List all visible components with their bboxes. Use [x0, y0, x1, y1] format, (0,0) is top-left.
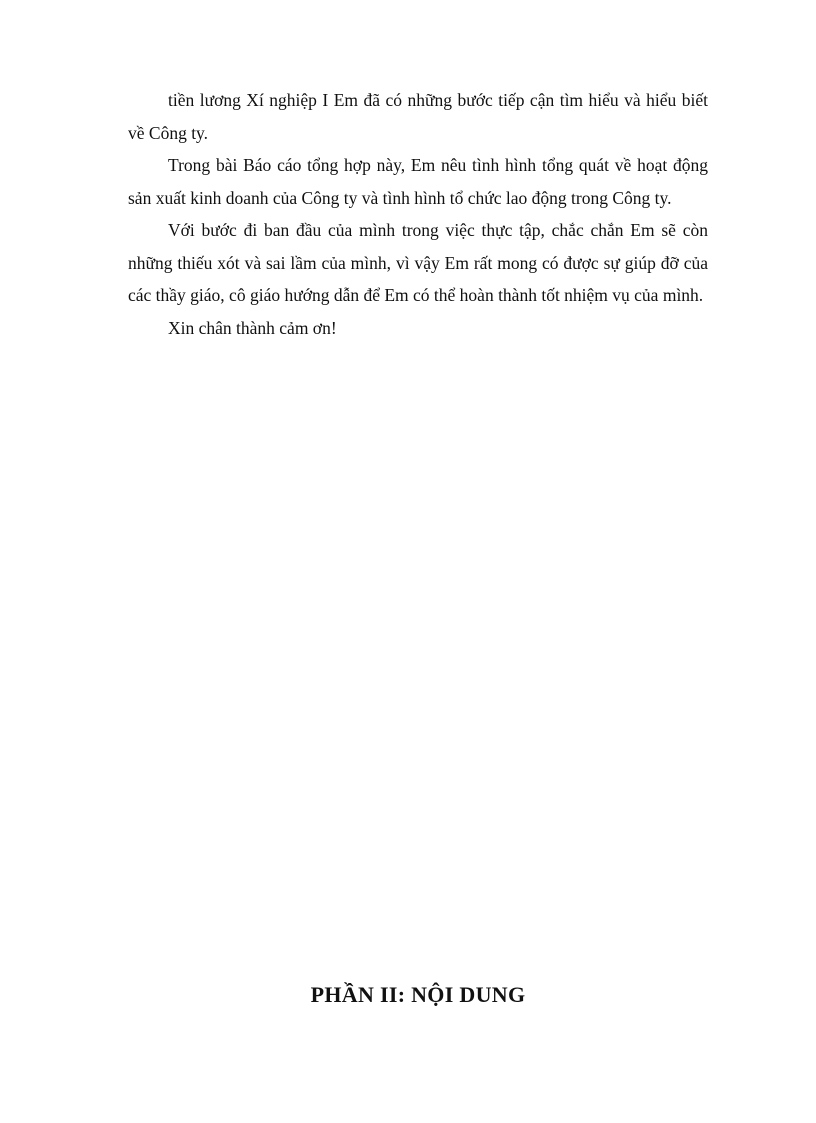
paragraph-thanks: Xin chân thành cảm ơn! — [168, 317, 337, 338]
body-text — [128, 84, 708, 344]
paragraph-acknowledgement: Với bước đi ban đầu của mình trong việc thực tập, chắc chắn Em sẽ còn những thiếu xót và sai lầm của mình, vì vậy Em rất mong có được sự giúp đỡ của các thầy giáo, cô giáo hướng dẫn để Em có thể hoàn thành tốt nhiệm vụ của mình. — [128, 220, 708, 305]
paragraph-continuation: tiền lương Xí nghiệp I Em đã có những bước tiếp cận tìm hiểu và hiểu biết về Công ty. — [128, 90, 708, 143]
section-heading: PHẦN II: NỘI DUNG — [310, 982, 526, 1007]
paragraph-summary: Trong bài Báo cáo tổng hợp này, Em nêu tình hình tổng quát về hoạt động sản xuất kinh doanh của Công ty và tình hình tổ chức lao động trong Công ty. — [128, 155, 708, 208]
